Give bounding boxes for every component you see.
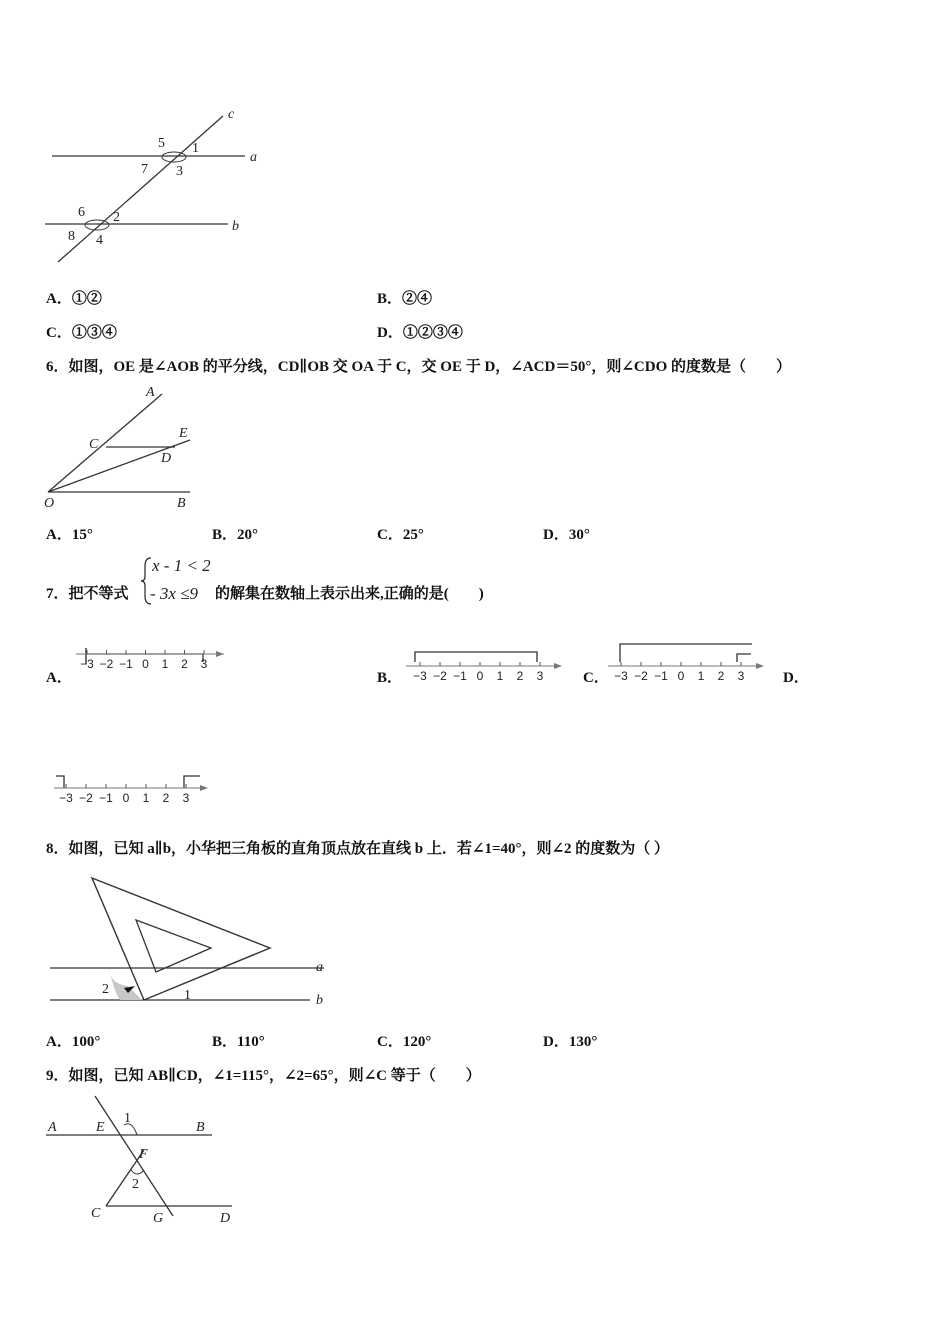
- q6-question-text: 6．如图，OE 是∠AOB 的平分线，CD∥OB 交 OA 于 C，交 OE 于 D，∠ACD＝50°，则∠CDO 的度数是（ ）: [46, 359, 792, 375]
- number-line-tick-label: 1: [697, 669, 705, 683]
- number-line-tick-label: −3: [59, 791, 73, 805]
- label-E: E: [96, 1120, 105, 1135]
- number-line-tick-label: 3: [536, 669, 544, 683]
- label-3: 3: [176, 164, 183, 179]
- number-line-tick-label: −2: [99, 657, 114, 671]
- q5-option-b[interactable]: B．②④: [377, 291, 433, 307]
- q7-option-d[interactable]: D．: [783, 670, 809, 686]
- label-line-b: b: [316, 993, 323, 1008]
- label-c: c: [228, 107, 235, 122]
- q8-option-c[interactable]: C．120°: [377, 1034, 432, 1050]
- number-line-tick-label: 3: [737, 669, 745, 683]
- number-line-tick-label: 0: [476, 669, 484, 683]
- label-angle-1: 1: [124, 1111, 131, 1126]
- label-A: A: [48, 1120, 57, 1135]
- label-G: G: [153, 1211, 164, 1226]
- q7-option-a[interactable]: A．: [46, 670, 72, 686]
- label-B: B: [196, 1120, 205, 1135]
- label-A: A: [146, 385, 155, 400]
- number-line-tick-label: −3: [80, 657, 94, 671]
- label-8: 8: [68, 229, 75, 244]
- number-line-tick-label: 1: [142, 791, 150, 805]
- q6-option-b[interactable]: B．20°: [212, 527, 259, 543]
- q9-question-text: 9．如图，已知 AB∥CD，∠1=115°，∠2=65°，则∠C 等于（ ）: [46, 1068, 481, 1084]
- number-line-b: [404, 642, 564, 687]
- number-line-a: [74, 642, 234, 687]
- q8-option-d[interactable]: D．130°: [543, 1034, 598, 1050]
- q5-option-d[interactable]: D．①②③④: [377, 325, 463, 341]
- q5-option-a[interactable]: A．①②: [46, 291, 102, 307]
- q6-option-a[interactable]: A．15°: [46, 527, 93, 543]
- number-line-c: [606, 642, 766, 687]
- q7-option-b[interactable]: B．: [377, 670, 403, 686]
- label-7: 7: [141, 162, 148, 177]
- number-line-tick-label: −1: [119, 657, 133, 671]
- number-line-tick-label: 2: [162, 791, 170, 805]
- label-2: 2: [113, 210, 120, 225]
- number-line-arrow-icon: [200, 785, 208, 791]
- q8-question-text: 8．如图，已知 a∥b，小华把三角板的直角顶点放在直线 b 上．若∠1=40°，则∠2 的度数为（ ）: [46, 841, 670, 857]
- number-line-tick-label: 1: [161, 657, 169, 671]
- q6-option-c[interactable]: C．25°: [377, 527, 424, 543]
- q6-option-d[interactable]: D．30°: [543, 527, 590, 543]
- triangle-ruler-figure-q8: [44, 872, 344, 1012]
- q7-prefix: 7．把不等式: [46, 586, 129, 602]
- number-line-tick-label: −2: [433, 669, 447, 683]
- inequality-line-1: x - 1 < 2: [152, 556, 211, 575]
- label-O: O: [44, 496, 55, 511]
- number-line-tick-label: 0: [122, 791, 130, 805]
- number-line-arrow-icon: [756, 663, 764, 669]
- label-F: F: [139, 1147, 148, 1162]
- label-C: C: [91, 1206, 101, 1221]
- label-E: E: [179, 426, 188, 441]
- number-line-tick-label: −1: [99, 791, 113, 805]
- q7-option-c[interactable]: C．: [583, 670, 609, 686]
- number-line-d: [52, 768, 212, 813]
- label-4: 4: [96, 233, 103, 248]
- number-line-tick-label: 3: [200, 657, 208, 671]
- q8-option-a[interactable]: A．100°: [46, 1034, 101, 1050]
- q7-suffix: 的解集在数轴上表示出来,正确的是( ): [215, 586, 484, 602]
- label-line-a: a: [316, 960, 323, 975]
- label-1: 1: [192, 141, 199, 156]
- label-6: 6: [78, 205, 85, 220]
- number-line-tick-label: −2: [634, 669, 648, 683]
- number-line-tick-label: −1: [654, 669, 668, 683]
- label-5: 5: [158, 136, 165, 151]
- number-line-tick-label: −2: [79, 791, 93, 805]
- number-line-tick-label: 3: [182, 791, 190, 805]
- number-line-tick-label: −3: [413, 669, 427, 683]
- number-line-arrow-icon: [554, 663, 562, 669]
- number-line-tick-label: 2: [717, 669, 725, 683]
- number-line-arrow-icon: [216, 651, 224, 657]
- angle-bisector-figure-q6: [40, 384, 200, 514]
- label-angle-2: 2: [132, 1177, 139, 1192]
- q5-option-c[interactable]: C．①③④: [46, 325, 117, 341]
- label-D: D: [220, 1211, 231, 1226]
- label-D: D: [161, 451, 172, 466]
- number-line-tick-label: 0: [677, 669, 685, 683]
- inequality-line-2: - 3x ≤9: [150, 584, 199, 603]
- label-B: B: [177, 496, 186, 511]
- number-line-tick-label: −3: [614, 669, 628, 683]
- q8-option-b[interactable]: B．110°: [212, 1034, 265, 1050]
- parallel-lines-figure-q9: [40, 1092, 260, 1232]
- number-line-tick-label: 2: [181, 657, 188, 671]
- label-C: C: [89, 437, 99, 452]
- number-line-tick-label: −1: [453, 669, 467, 683]
- label-a: a: [250, 150, 257, 165]
- label-angle-2: 2: [102, 982, 109, 997]
- number-line-tick-label: 2: [516, 669, 524, 683]
- label-b: b: [232, 219, 239, 234]
- parallel-lines-figure-q5: [40, 100, 280, 270]
- label-angle-1: 1: [184, 988, 191, 1003]
- number-line-tick-label: 1: [496, 669, 504, 683]
- number-line-tick-label: 0: [142, 657, 149, 671]
